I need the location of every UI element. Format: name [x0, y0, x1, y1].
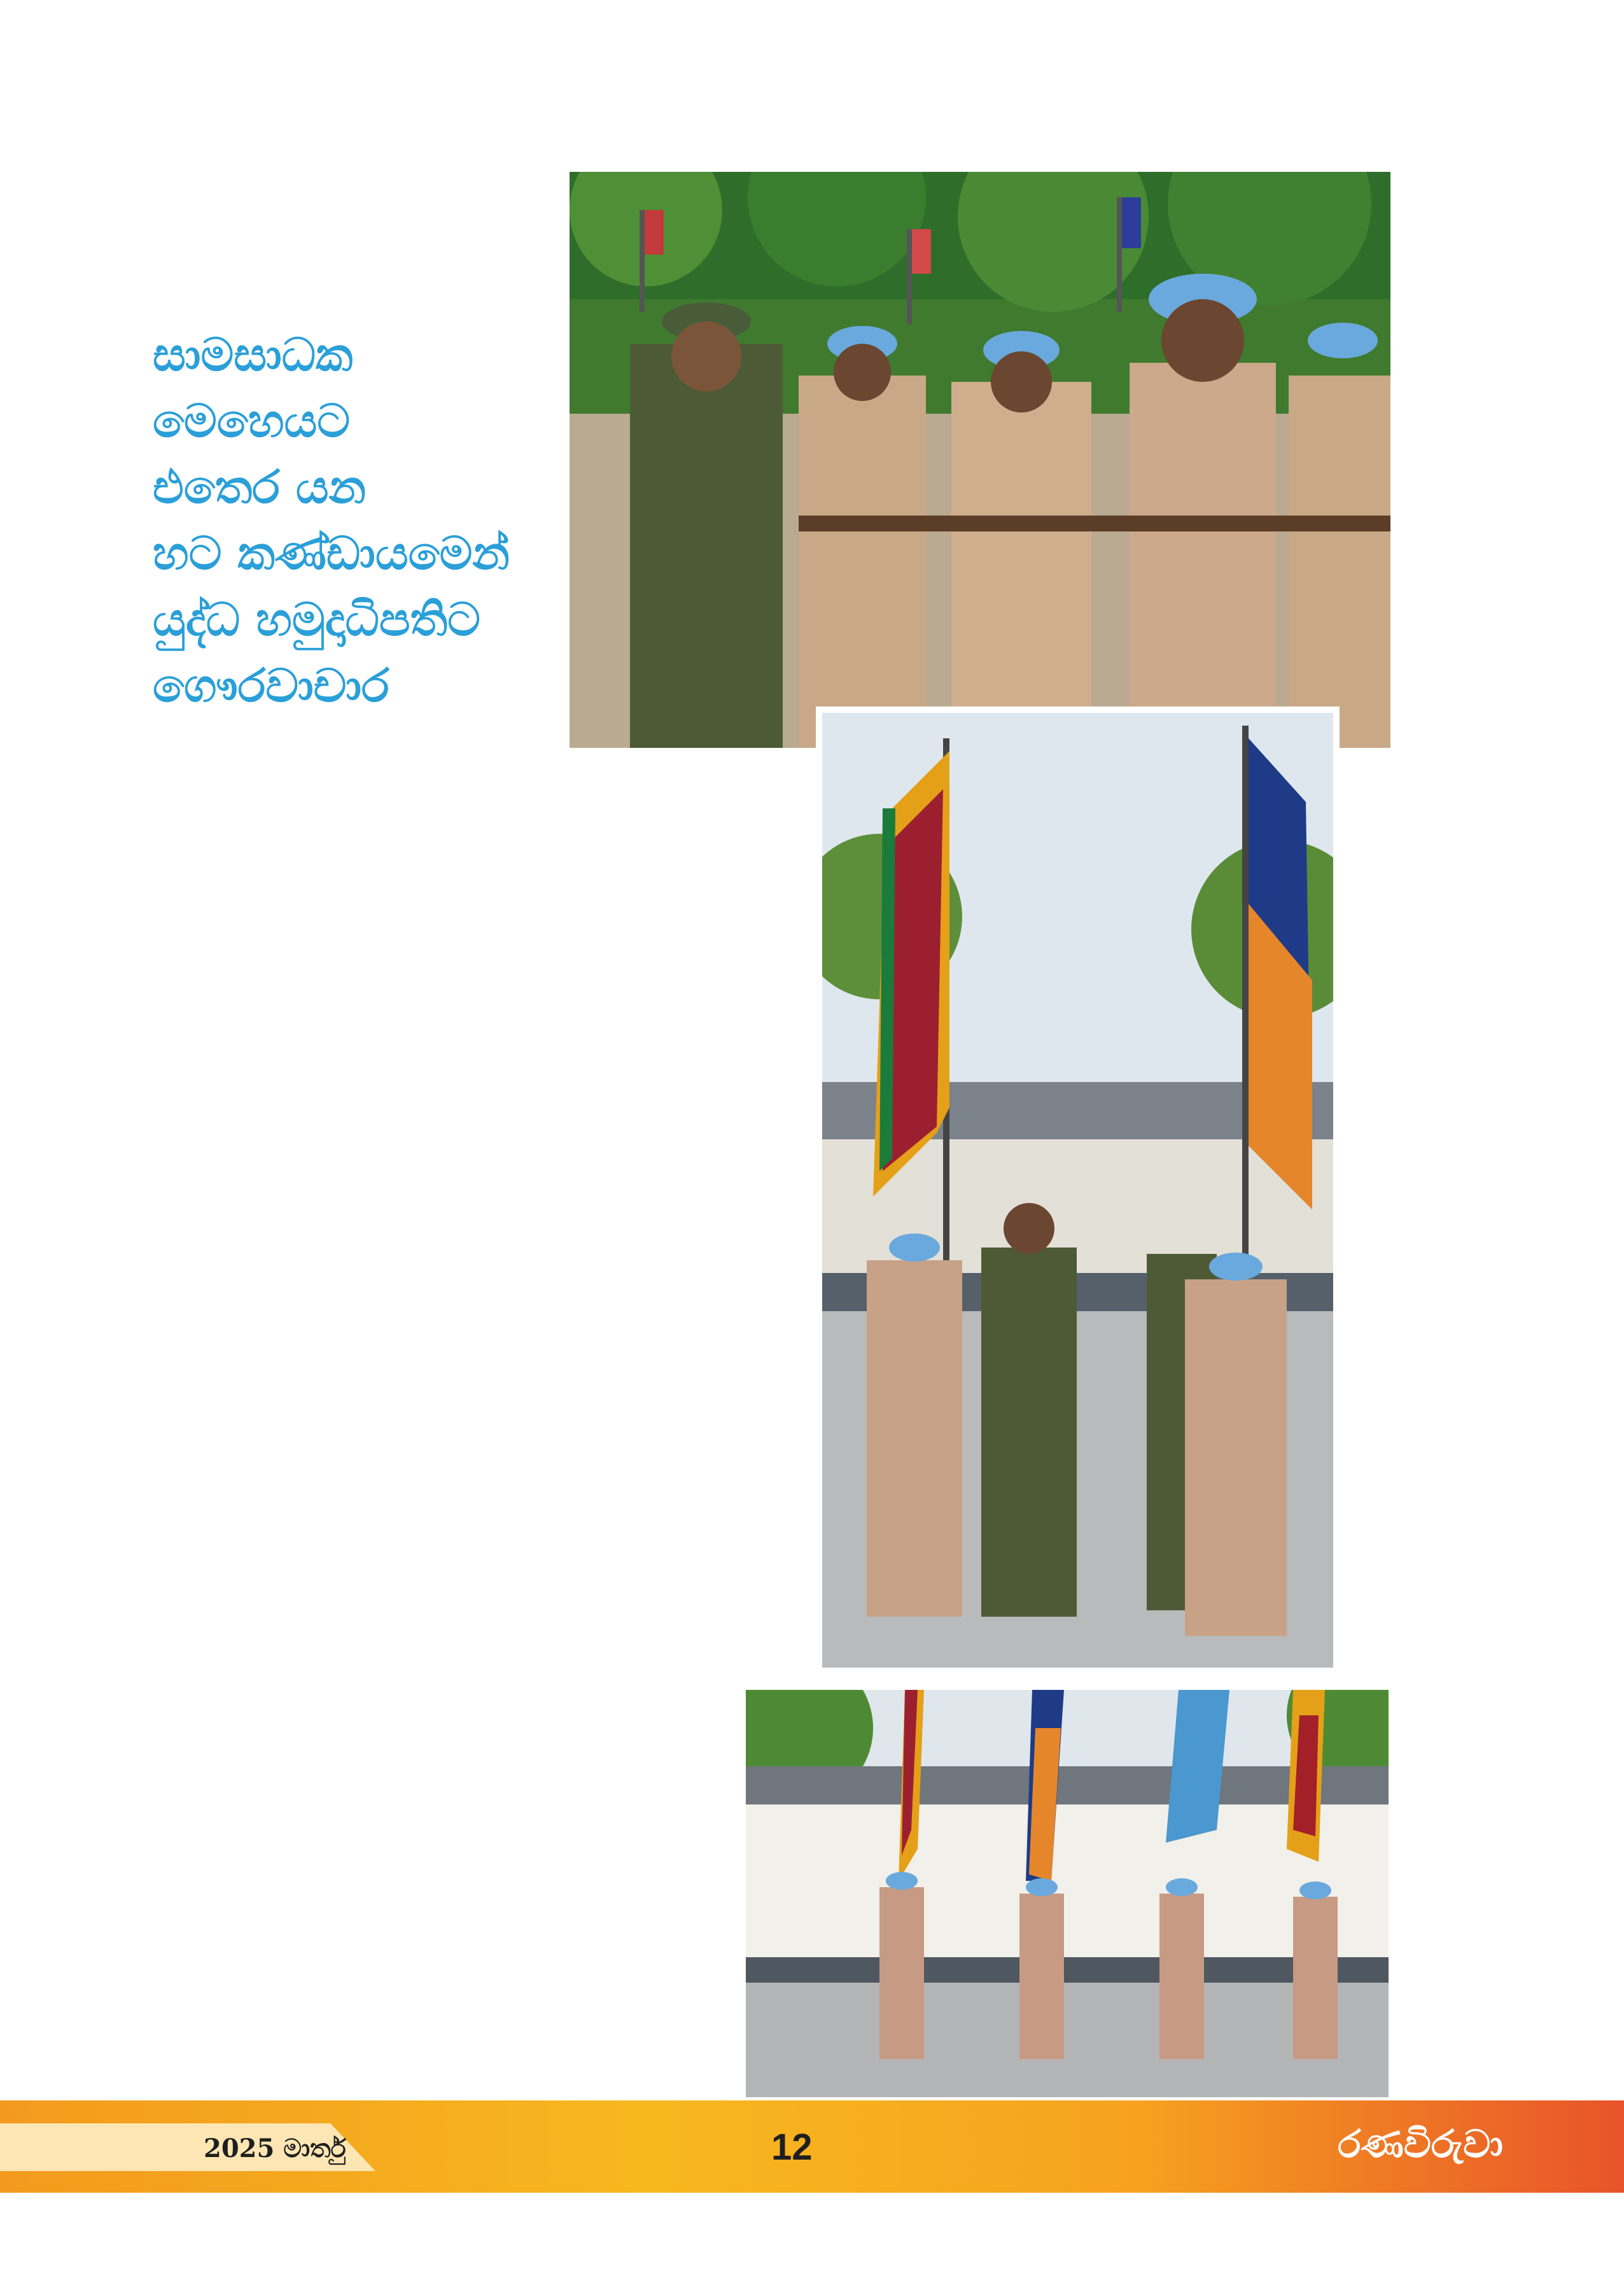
page-number: 12 [771, 2127, 813, 2168]
title-line: යුද්ධ හමුදාධිපතිට [153, 593, 480, 646]
issue-date: 2025 මාර්තු [204, 2134, 346, 2163]
title-line: මෙහෙයට [153, 394, 351, 447]
photo-flag-presentation [822, 713, 1333, 1668]
title-line: හට කණ්ඩායමෙන් [153, 526, 510, 580]
article-body [127, 783, 687, 808]
photo-flag-bearers-march [746, 1690, 1389, 2097]
magazine-logo: රණවිරුවා [1338, 2122, 1503, 2167]
title-line: එතෙර යන [153, 460, 367, 514]
article-title [153, 321, 560, 719]
photo-guard-of-honour [570, 172, 1390, 748]
title-line: ගෞරවාචාර [153, 659, 389, 712]
page-footer [0, 2100, 1624, 2193]
title-line: සාමසාධක [153, 328, 353, 381]
